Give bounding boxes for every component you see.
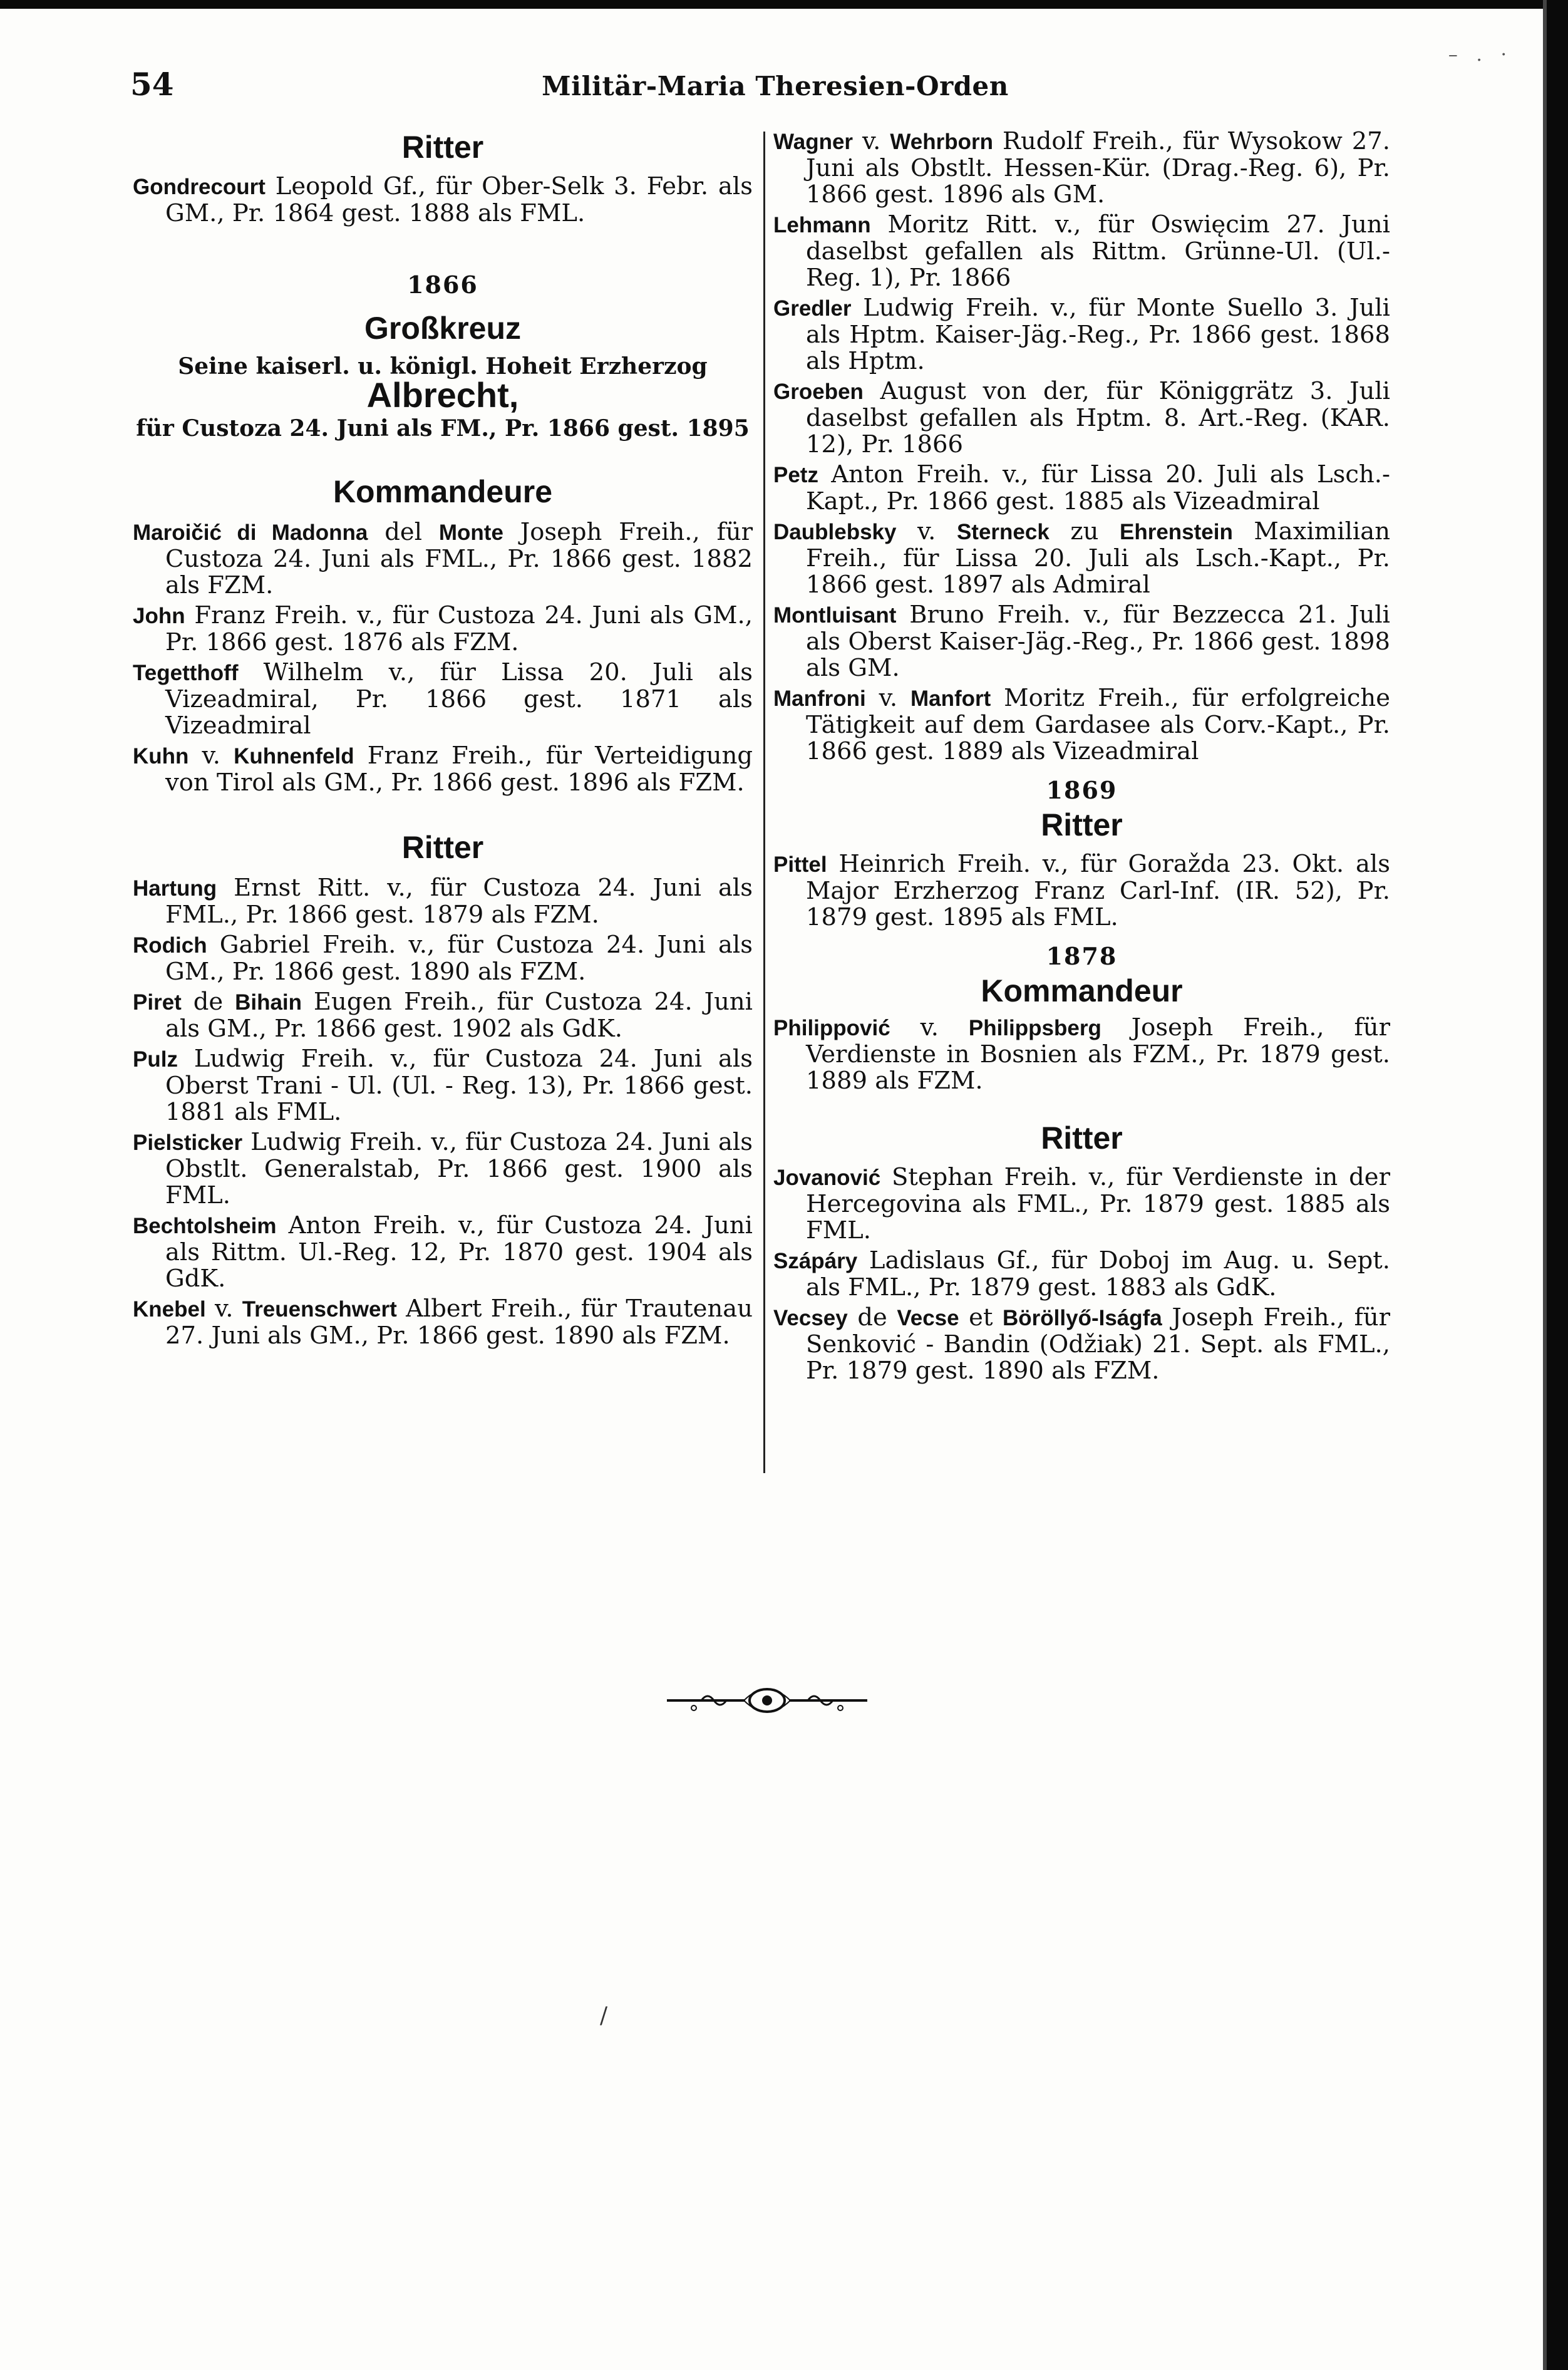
entry-name: Groeben [773, 380, 864, 404]
entry [133, 660, 753, 739]
entry-text: Ludwig Freih. v., für Custoza 24. Juni als Oberst Trani - Ul. (Ul. - Reg. 13), Pr. 1866 gest. 1881 als FML. [165, 1045, 753, 1126]
entry [133, 603, 753, 656]
entry [773, 685, 1390, 765]
ornament-divider-icon [664, 1682, 870, 1719]
entry-name: Rodich [133, 933, 207, 958]
entry [773, 1305, 1390, 1384]
entry [133, 1296, 753, 1349]
heading-grosskreuz: Großkreuz [364, 311, 522, 346]
entry-text: August von der, für Königgrätz 3. Juli daselbst gefallen als Hptm. 8. Art.-Reg. (KAR. 12), Pr. 1866 [806, 377, 1390, 458]
entry-name: Bechtolsheim [133, 1214, 277, 1238]
entry-name: Wehrborn [890, 130, 994, 154]
entry-text: Ludwig Freih. v., für Monte Suello 3. Juli als Hptm. Kaiser-Jäg.-Reg., Pr. 1866 gest. 1868 als Hptm. [806, 294, 1390, 375]
entry-name: Szápáry [773, 1249, 858, 1273]
entry-name: Ehrenstein [1119, 520, 1233, 544]
entry-name: Monte [438, 520, 503, 545]
entry-text: Bruno Freih. v., für Bezzecca 21. Juli als Oberst Kaiser-Jäg.-Reg., Pr. 1866 gest. 1898 als GM. [806, 601, 1390, 682]
entry-name: Philippović [773, 1016, 890, 1040]
entry [133, 173, 753, 227]
entry-mid: v. [853, 127, 890, 155]
entry-name: Böröllyő-Iságfa [1003, 1306, 1162, 1330]
entry-name: Gredler [773, 296, 852, 321]
entry-mid: et [959, 1303, 1003, 1332]
entry-text: Ludwig Freih. v., für Custoza 24. Juni als Obstlt. Generalstab, Pr. 1866 gest. 1900 als FML. [165, 1128, 753, 1209]
entry-mid: de [181, 988, 235, 1016]
ritter-list [773, 128, 1390, 765]
ritter-list [133, 875, 753, 1349]
scan-edge-right [1547, 0, 1568, 2370]
entry-text: Ladislaus Gf., für Doboj im Aug. u. Sept. als FML., Pr. 1879 gest. 1883 als GdK. [806, 1246, 1390, 1301]
entry [133, 519, 753, 599]
entry-text: Heinrich Freih. v., für Goražda 23. Okt. als Major Erzherzog Franz Carl-Inf. (IR. 52), Pr. 1879 gest. 1895 als FML. [806, 850, 1390, 931]
entry-name: Montluisant [773, 603, 897, 628]
heading-ritter: Ritter [401, 830, 484, 865]
entry-name: Jovanović [773, 1166, 881, 1190]
entry [773, 602, 1390, 681]
entry-name: Bihain [235, 990, 302, 1015]
heading-ritter: Ritter [1041, 1120, 1123, 1156]
entry-text: Joseph Freih., für Custoza 24. Juni als FML., Pr. 1866 gest. 1882 als FZM. [165, 518, 753, 599]
entry-text: Wilhelm v., für Lissa 20. Juli als Vizeadmiral, Pr. 1866 gest. 1871 als Vizeadmiral [165, 658, 753, 740]
entry [773, 519, 1390, 598]
entry-name: Piret [133, 990, 182, 1015]
entry-text: Anton Freih. v., für Lissa 20. Juli als Lsch.-Kapt., Pr. 1866 gest. 1885 als Vizeadmiral [806, 460, 1390, 515]
entry-name: Tegetthoff [133, 661, 239, 685]
entry [133, 932, 753, 985]
entry-mid: v. [865, 684, 910, 712]
entry-text: Moritz Freih., für erfolgreiche Tätigkeit auf dem Gardasee als Corv.-Kapt., Pr. 1866 gest. 1889 als Vizeadmiral [806, 684, 1390, 765]
scan-edge-top [0, 0, 1568, 9]
entry-text: Joseph Freih., für Verdienste in Bosnien als FZM., Pr. 1879 gest. 1889 als FZM. [806, 1013, 1390, 1095]
entry-name: Treuenschwert [242, 1297, 397, 1322]
entry-name: Daublebsky [773, 520, 897, 544]
heading-kommandeure: Kommandeure [333, 474, 553, 509]
entry [133, 352, 753, 443]
stray-mark: / [600, 2003, 608, 2029]
entry-text: Albert Freih., für Trautenau 27. Juni als GM., Pr. 1866 gest. 1890 als FZM. [165, 1295, 753, 1350]
entry-name: Knebel [133, 1297, 206, 1322]
entry-text: Maximilian Freih., für Lissa 20. Juli als Lsch.-Kapt., Pr. 1866 gest. 1897 als Admiral [806, 517, 1390, 599]
running-head: Militär-Maria Theresien-Orden [542, 71, 1009, 101]
column-divider [763, 132, 765, 1473]
left-column [133, 128, 753, 1349]
entry [133, 743, 753, 796]
entry-name: Pulz [133, 1047, 178, 1072]
entry-text: für Custoza 24. Juni als FM., Pr. 1866 gest. 1895 [136, 415, 750, 442]
entry-name: Philippsberg [968, 1016, 1101, 1040]
entry-mid: del [368, 518, 439, 546]
ritter-list [773, 1164, 1390, 1384]
entry [773, 1164, 1390, 1244]
entry-text: Anton Freih. v., für Custoza 24. Juni als Rittm. Ul.-Reg. 12, Pr. 1870 gest. 1904 als GdK. [165, 1211, 753, 1293]
right-column [773, 128, 1390, 1384]
entry-name: Gondrecourt [133, 175, 266, 199]
entry [133, 989, 753, 1042]
year-heading: 1866 [407, 271, 478, 299]
page-header [130, 66, 1420, 110]
entry-text: Gabriel Freih. v., für Custoza 24. Juni als GM., Pr. 1866 gest. 1890 als FZM. [165, 931, 753, 986]
corner-mark: – . · [1448, 44, 1513, 66]
entry [133, 1213, 753, 1292]
entry-text: Rudolf Freih., für Wysokow 27. Juni als Obstlt. Hessen-Kür. (Drag.-Reg. 6), Pr. 1866 gest. 1896 als GM. [806, 127, 1390, 209]
entry-name: Manfort [910, 686, 991, 711]
entry-name: Maroičić di Madonna [133, 520, 368, 545]
entry-name: Sterneck [956, 520, 1050, 544]
entry [133, 1129, 753, 1209]
entry-mid: v. [188, 742, 234, 770]
entry-text: Franz Freih., für Verteidigung von Tirol als GM., Pr. 1866 gest. 1896 als FZM. [165, 742, 753, 797]
entry [773, 378, 1390, 458]
entry-mid: v. [896, 517, 957, 546]
entry-text: Eugen Freih., für Custoza 24. Juni als GM., Pr. 1866 gest. 1902 als GdK. [165, 988, 753, 1043]
entry-text: Moritz Ritt. v., für Oswięcim 27. Juni daselbst gefallen als Rittm. Grünne-Ul. (Ul.-Reg. 1), Pr. 1866 [806, 210, 1390, 292]
entry-prefix: Seine kaiserl. u. königl. Hoheit Erzherzog [178, 353, 708, 380]
year-heading: 1878 [1046, 942, 1118, 970]
entry-name: Lehmann [773, 213, 871, 237]
entry-mid: v. [205, 1295, 242, 1323]
entry-name: Kuhn [133, 744, 189, 768]
entry [773, 462, 1390, 515]
entry-mid: v. [890, 1013, 969, 1042]
entry-name: Vecsey [773, 1306, 848, 1330]
entry-text: Joseph Freih., für Senković - Bandin (Odžiak) 21. Sept. als FML., Pr. 1879 gest. 1890 als FZM. [806, 1303, 1391, 1385]
entry-mid: zu [1049, 517, 1120, 546]
entry-name: Petz [773, 463, 818, 487]
entry-name: Manfroni [773, 686, 866, 711]
entry [133, 1046, 753, 1125]
entry-name: Vecse [897, 1306, 959, 1330]
entry-name: John [133, 604, 185, 628]
entry-mid: de [847, 1303, 897, 1332]
entry [773, 1015, 1390, 1094]
entry-name: Albrecht, [366, 375, 519, 415]
entry-text: Ernst Ritt. v., für Custoza 24. Juni als FML., Pr. 1866 gest. 1879 als FZM. [165, 874, 753, 929]
entry [773, 295, 1390, 375]
entry-text: Stephan Freih. v., für Verdienste in der Hercegovina als FML., Pr. 1879 gest. 1885 als FML. [806, 1163, 1390, 1245]
heading-kommandeur: Kommandeur [981, 973, 1183, 1008]
entry [773, 212, 1390, 291]
entry [773, 1248, 1390, 1301]
year-heading: 1869 [1046, 776, 1118, 804]
entry-text: Leopold Gf., für Ober-Selk 3. Febr. als GM., Pr. 1864 gest. 1888 als FML. [165, 172, 753, 227]
entry-text: Franz Freih. v., für Custoza 24. Juni als GM., Pr. 1866 gest. 1876 als FZM. [165, 601, 753, 656]
heading-ritter: Ritter [401, 130, 484, 165]
entry-name: Pielsticker [133, 1131, 243, 1155]
entry-name: Pittel [773, 852, 827, 877]
entry-name: Hartung [133, 876, 217, 901]
entry [133, 875, 753, 928]
entry [773, 128, 1390, 208]
entry-name: Kuhnenfeld [234, 744, 354, 768]
entry-name: Wagner [773, 130, 854, 154]
entry [773, 851, 1390, 931]
page-number: 54 [130, 66, 174, 103]
heading-ritter: Ritter [1041, 807, 1123, 842]
kommandeure-list [133, 519, 753, 796]
